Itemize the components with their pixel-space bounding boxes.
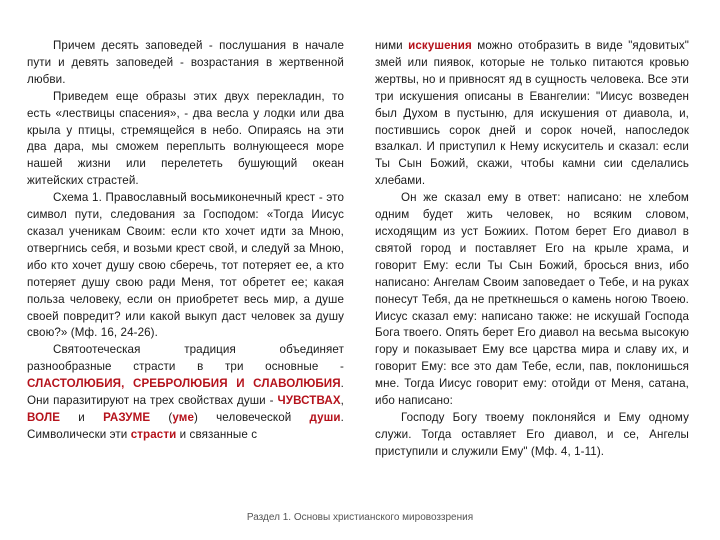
page-footer: Раздел 1. Основы христианского мировоззрения [246,512,474,523]
text-run: ( [150,410,173,424]
highlight-three-passions: СЛАСТОЛЮБИЯ, СРЕБРОЛЮБИЯ И СЛАВОЛЮБИЯ [27,377,341,391]
highlight-will: ВОЛЕ [27,410,61,424]
text-run: ) человеческой [194,410,310,424]
paragraph-passions [27,342,344,443]
text-run: Святоотеческая традиция объединяет разнообразные страсти в три основные - [27,343,344,374]
text-run: ними [375,39,409,52]
text-run: . Символически эти [27,410,344,441]
highlight-passions: страсти [130,427,177,441]
paragraph-commandments: Причем десять заповедей - послушания в начале пути и девять заповедей - возрастания в жертвенной любви. [27,39,344,86]
highlight-soul: души [309,410,341,424]
highlight-reason: РАЗУМЕ [103,410,151,424]
text-run: можно отобразить в виде "ядовитых" змей или пиявок, которые не только питаются кровью жертвы, но и привносят яд в сущность человека. Все эти три искушения описаны в Евангелии: "Иисус возведен был Духом в пустыню, для искушения от диавола, и, постившись сорок дней и сорок ночей, напоследок взалкал. И приступил к Нему искуситель и сказал: если Ты Сын Божий, скажи, чтобы камни сии сделались хлебами. [375,39,689,188]
right-column [375,38,689,461]
paragraph-gospel-answer: Он же сказал ему в ответ: написано: не хлебом одним будет жить человек, но всяким словом, исходящим из уст Божиих. Потом берет Его диавол в святой город и поставляет Его на крыле храма, и говорит Ему: если Ты Сын Божий, бросься вниз, ибо написано: Ангелам Своим заповедает о Тебе, и на руках понесут Тебя, да не преткнешься о камень ногою Твоею. Иисус сказал ему: написано также: не искушай Господа Бога твоего. Опять берет Его диавол на весьма высокую гору и показывает Ему все царства мира и славу их, и говорит Ему: все это дам Тебе, если, пав, поклонишься мне. Тогда Иисус говорит ему: отойди от Меня, сатана, ибо написано: [375,191,689,408]
paragraph-gospel-end: Господу Богу твоему поклоняйся и Ему одному служи. Тогда оставляет Его диавол, и се, Ангелы приступили и служили Ему" (Мф. 4, 1-11). [375,410,689,458]
left-column [27,38,344,444]
text-run: . Они паразитируют на трех свойствах души - [27,377,344,408]
paragraph-cross-scheme: Схема 1. Православный восьмиконечный крест - это символ пути, следования за Господом: «Тогда Иисус сказал ученикам Своим: если кто хочет идти за Мною, отвергнись себя, и возьми крест свой, и следуй за Мною, ибо кто хочет душу свою сберечь, тот потеряет ее, а кто потеряет душу свою ради Меня, тот обретет ее; какая польза человеку, если он приобретет весь мир, а душе своей повредит? или какой выкуп даст человек за душу свою?» (Мф. 16, 24-26). [27,191,344,340]
text-run: и связанные с [176,427,258,441]
text-run: , [340,394,344,408]
text-run: и [60,410,104,424]
highlight-feelings: ЧУВСТВАХ [277,394,341,408]
paragraph-temptations [375,38,689,190]
paragraph-ladder: Приведем еще образы этих двух перекладин, то есть «лествицы спасения», - два весла у лодки или два крыла у птицы, стремящейся в небо. Опираясь на эти два дара, мы сможем переплыть волнующееся море нашей жизни или перелететь бушующий океан житейских страстей. [27,89,344,188]
highlight-mind: уме [172,410,194,424]
highlight-temptations: искушения [408,39,472,52]
